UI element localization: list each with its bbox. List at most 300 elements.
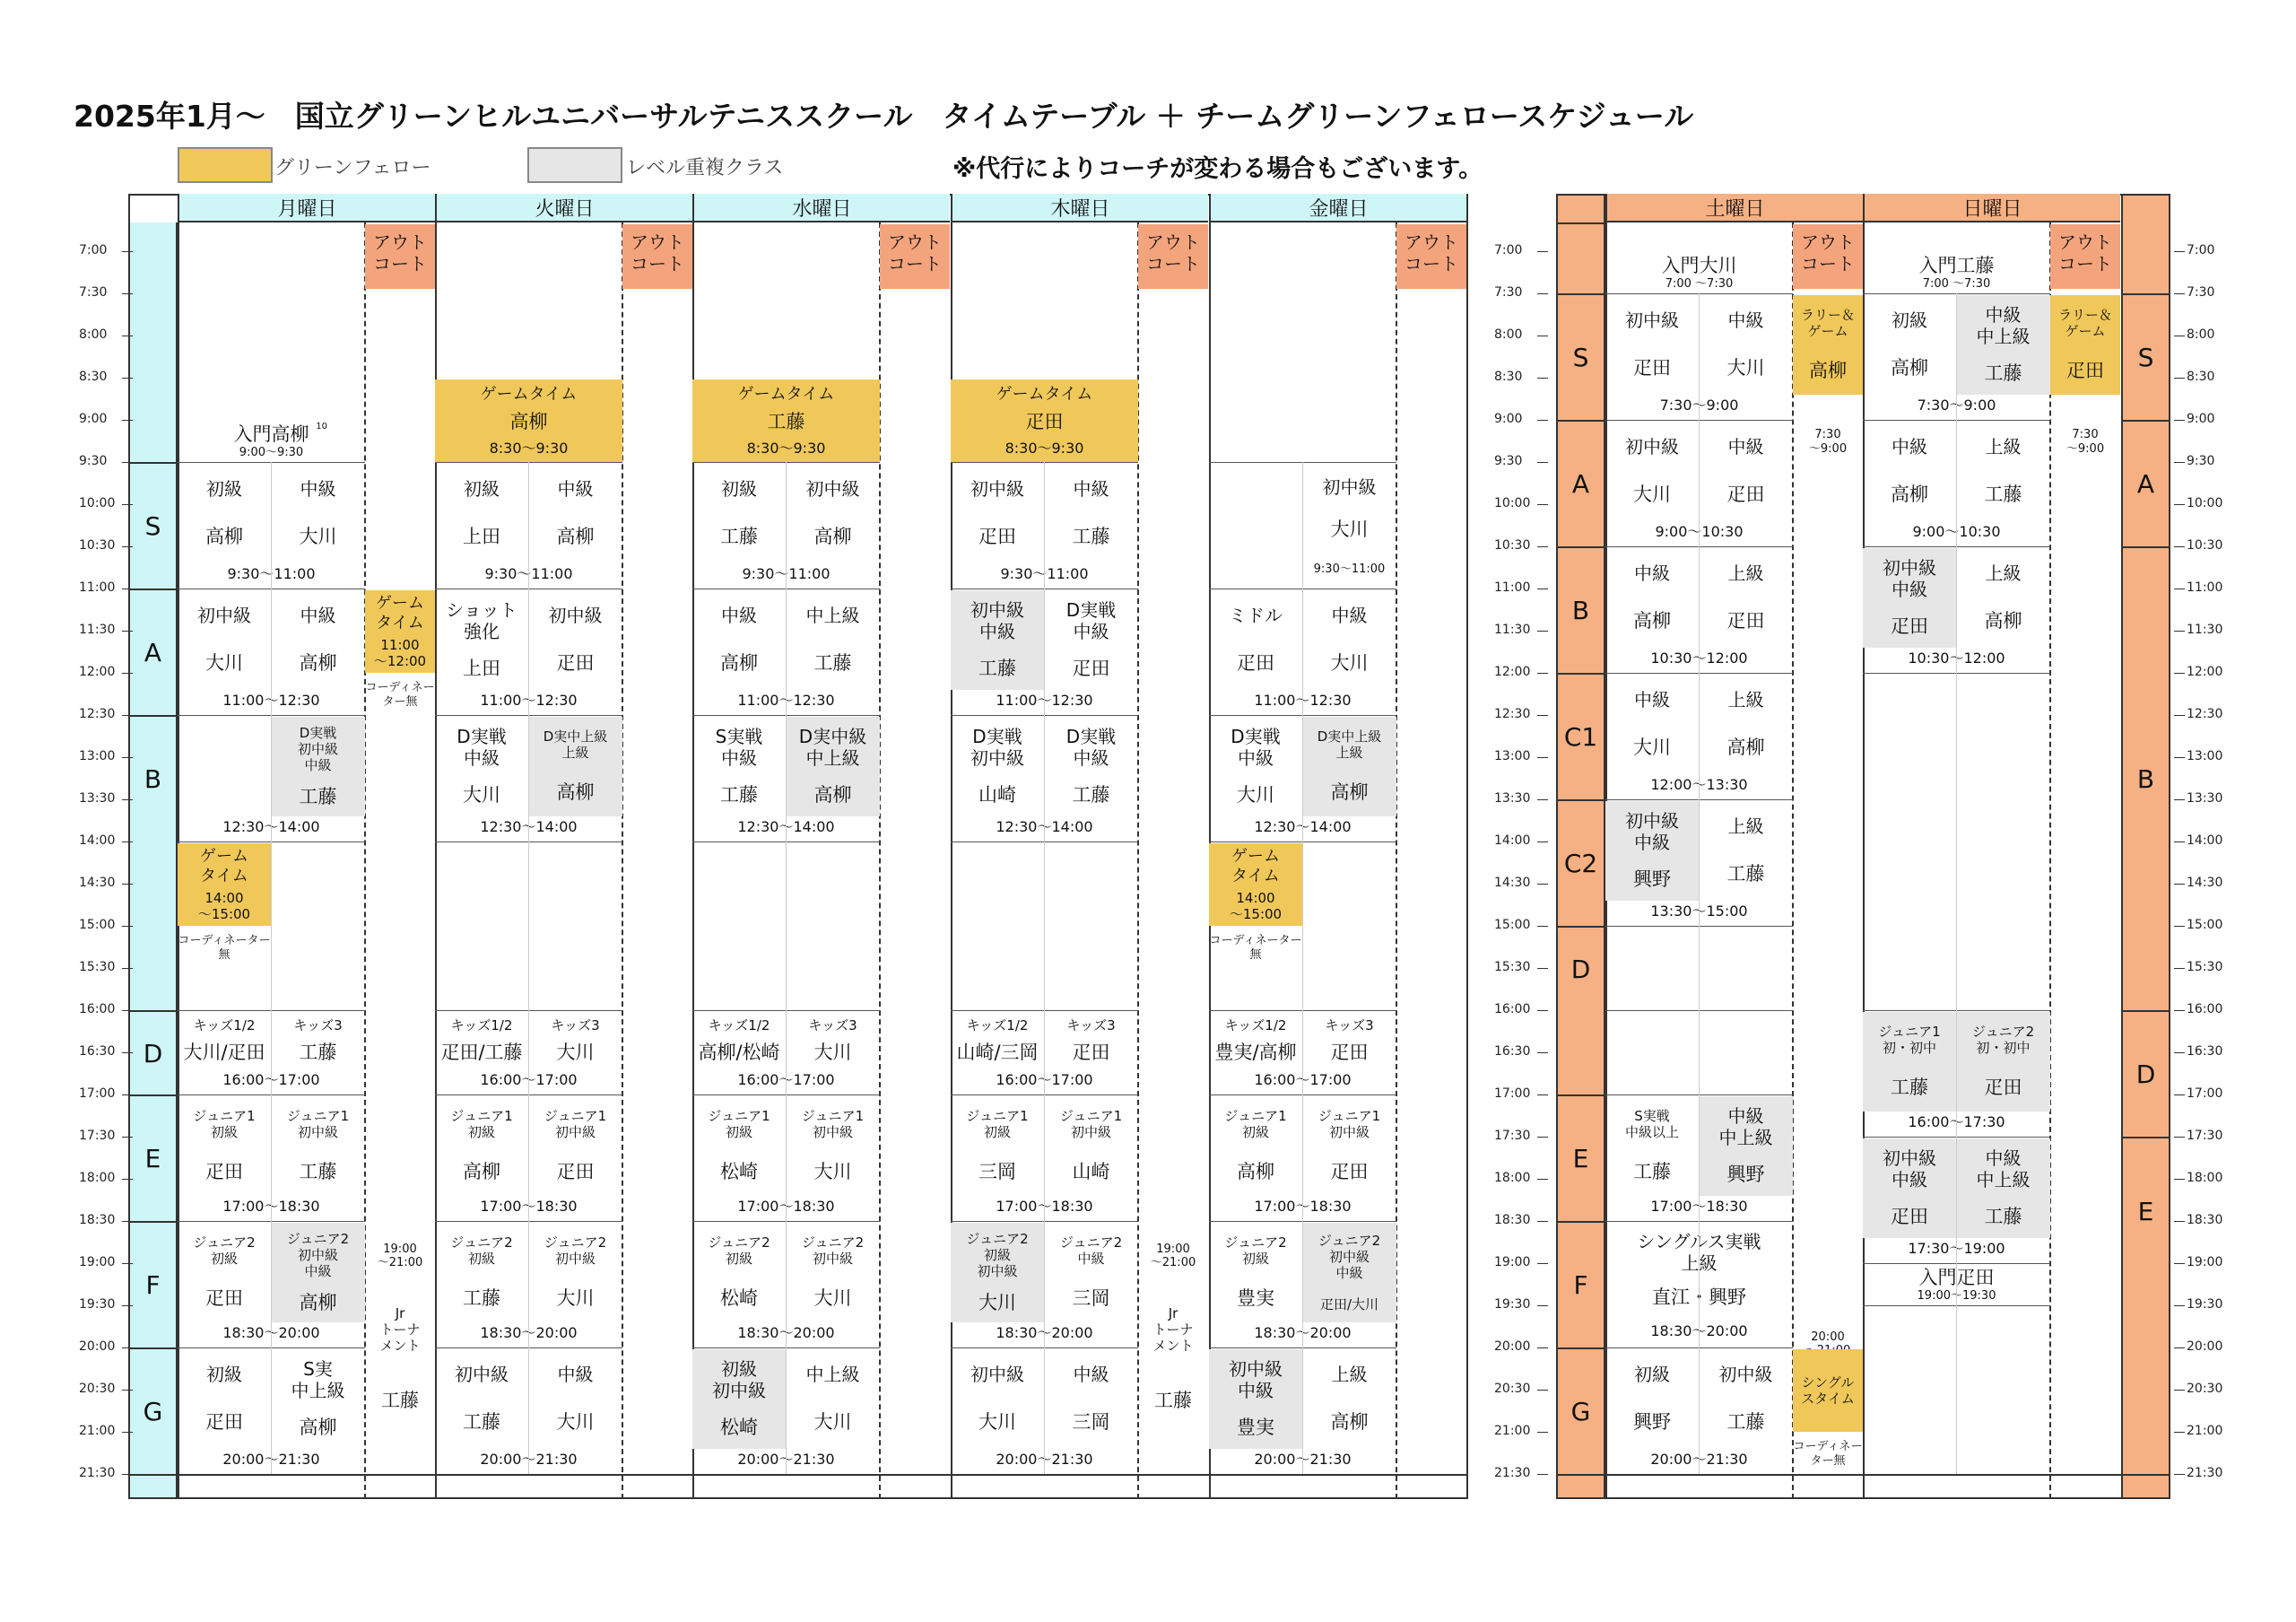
- time-axis-center-26: 20:00: [1494, 1339, 1531, 1354]
- class-cell-81[interactable]: [1044, 1012, 1138, 1069]
- class-time-73: 9:30～11:00: [1000, 565, 1089, 582]
- time-axis-left-13: 13:30: [79, 791, 116, 806]
- class-cell-93[interactable]: [1302, 464, 1396, 589]
- class-cell-text: 工藤: [1726, 1411, 1765, 1434]
- class-cell-150[interactable]: [1956, 548, 2050, 648]
- class-cell-152[interactable]: [1863, 1012, 1956, 1112]
- outcourt-label-1: アウト コート: [622, 224, 692, 289]
- class-cell-27[interactable]: [435, 464, 528, 563]
- class-cell-17[interactable]: [178, 1223, 271, 1322]
- class-cell-text: ジュニア2 初級: [450, 1234, 513, 1268]
- class-cell-138[interactable]: [1793, 422, 1863, 462]
- class-cell-text: 高柳: [1726, 737, 1765, 759]
- class-cell-139[interactable]: [1793, 1329, 1863, 1348]
- class-cell-49[interactable]: [692, 464, 786, 563]
- class-cell-20[interactable]: [178, 1349, 271, 1449]
- class-cell-text: D実戦 中級: [1065, 726, 1117, 770]
- class-time-99: 12:30～14:00: [1254, 818, 1352, 835]
- class-cell-text: D実戦 初中級: [970, 726, 1024, 770]
- class-cell-67[interactable]: [692, 1349, 786, 1449]
- class-cell-156[interactable]: [1956, 1138, 2050, 1238]
- class-cell-text: 19:00 ～21:00: [1150, 1242, 1196, 1270]
- class-cell-text: 中級 中上級: [1976, 1147, 2031, 1191]
- time-axis-left-6: 10:00: [79, 496, 116, 510]
- time-axis-right-5: 9:30: [2187, 454, 2215, 468]
- class-cell-text: 初中級 中級: [1229, 1358, 1283, 1402]
- class-cell-80[interactable]: [951, 1012, 1044, 1069]
- class-cell-text: キッズ1/2: [450, 1017, 513, 1034]
- class-cell-text: 中級: [1331, 605, 1368, 627]
- class-cell-text: 7:00 ～7:30: [1922, 277, 1991, 292]
- class-time-22: 20:00～21:30: [222, 1451, 320, 1468]
- time-axis-left-tick-0: [122, 251, 133, 252]
- class-cell-text: 中級: [1892, 436, 1927, 458]
- class-cell-31[interactable]: [528, 590, 622, 690]
- class-cell-121[interactable]: [1605, 548, 1699, 648]
- class-cell-text: 19:00～19:30: [1917, 1289, 1996, 1304]
- time-axis-right-13: 13:30: [2187, 791, 2223, 806]
- page-title: 2025年1月～ 国立グリーンヒルユニバーサルテニススクール タイムテーブル ＋ チームグリーンフェロースケジュール: [74, 99, 1694, 134]
- time-axis-center-tick-16: [1537, 926, 1548, 927]
- inner-divider-1: [528, 462, 529, 1474]
- class-cell-87[interactable]: [1044, 1223, 1138, 1322]
- class-cell-98[interactable]: [1302, 717, 1396, 816]
- time-axis-center-tick-29: [1537, 1474, 1548, 1475]
- class-cell-text: 高柳: [463, 1161, 500, 1183]
- class-cell-text: キッズ3: [808, 1017, 857, 1034]
- class-cell-86[interactable]: [951, 1223, 1044, 1322]
- class-cell-10[interactable]: [178, 928, 271, 968]
- class-cell-33[interactable]: [435, 717, 528, 816]
- class-time-88: 18:30～20:00: [996, 1324, 1093, 1341]
- weekday-period-0: S: [130, 462, 176, 589]
- class-cell-130[interactable]: [1605, 1096, 1699, 1196]
- class-cell-text: ゲームタイム: [996, 384, 1093, 404]
- class-cell-text: D実中級 中上級: [798, 726, 867, 770]
- time-axis-left-15: 14:30: [79, 876, 116, 890]
- class-time-35: 12:30～14:00: [480, 818, 578, 835]
- class-cell-text: D実戦 中級: [1065, 599, 1117, 643]
- class-cell-23[interactable]: [365, 590, 435, 673]
- time-axis-center-21: 17:30: [1494, 1129, 1531, 1143]
- time-axis-center-tick-0: [1537, 251, 1548, 252]
- time-axis-center-10: 12:00: [1494, 665, 1531, 679]
- class-cell-75[interactable]: [1044, 590, 1138, 690]
- time-axis-center-tick-26: [1537, 1347, 1548, 1348]
- class-cell-text: 初中級: [197, 605, 251, 627]
- class-cell-37[interactable]: [528, 1012, 622, 1069]
- class-time-96: 11:00～12:30: [1254, 692, 1352, 709]
- class-time-91: 20:00～21:30: [996, 1451, 1093, 1468]
- class-cell-46[interactable]: [528, 1349, 622, 1449]
- time-axis-right-tick-4: [2174, 420, 2185, 421]
- sat-period-1: A: [1558, 420, 1604, 546]
- class-cell-text: 中級: [1634, 689, 1670, 711]
- time-axis-left-16: 15:00: [79, 918, 116, 932]
- class-cell-68[interactable]: [786, 1349, 880, 1449]
- time-axis-left-tick-17: [122, 968, 133, 969]
- sat-period-3: C1: [1558, 673, 1604, 799]
- class-cell-text: 初中級 中級: [1883, 557, 1936, 601]
- time-axis-center-29: 21:30: [1494, 1466, 1531, 1480]
- class-cell-text: 初中級: [1625, 310, 1679, 332]
- class-cell-50[interactable]: [786, 464, 880, 563]
- class-cell-text: 三岡: [1072, 1287, 1110, 1310]
- time-axis-center-tick-24: [1537, 1263, 1548, 1264]
- time-axis-right-28: 21:00: [2187, 1424, 2223, 1438]
- class-cell-71[interactable]: [951, 464, 1044, 563]
- inner-divider-2: [786, 462, 787, 1474]
- class-cell-text: 疋田: [205, 1411, 243, 1434]
- class-cell-text: キッズ3: [1325, 1017, 1374, 1034]
- inner-divider-0: [271, 462, 272, 1474]
- class-cell-15[interactable]: [271, 1096, 365, 1196]
- class-time-117: 7:30～9:00: [1659, 397, 1739, 414]
- sat-period-tail-0: E: [1558, 1094, 1604, 1221]
- class-cell-48[interactable]: [692, 379, 880, 462]
- class-cell-89[interactable]: [951, 1349, 1044, 1449]
- day-header-1: 火曜日: [435, 194, 692, 222]
- legend-label-overlap: レベル重複クラス: [626, 157, 784, 179]
- class-cell-9[interactable]: [178, 843, 271, 926]
- class-cell-text: ジュニア2 初級: [708, 1234, 770, 1268]
- time-axis-right-tick-29: [2174, 1474, 2185, 1475]
- time-axis-right-0: 7:00: [2187, 243, 2215, 257]
- class-cell-text: ジュニア2 初中級: [544, 1234, 607, 1268]
- time-axis-left-17: 15:30: [79, 960, 116, 974]
- class-cell-127[interactable]: [1605, 801, 1699, 901]
- class-cell-109[interactable]: [1302, 1223, 1396, 1322]
- class-cell-70[interactable]: [951, 379, 1138, 462]
- class-cell-53[interactable]: [786, 590, 880, 690]
- time-axis-center-tick-4: [1537, 420, 1548, 421]
- class-cell-21[interactable]: [271, 1349, 365, 1449]
- class-cell-text: 中級: [721, 605, 757, 627]
- class-cell-text: 入門疋田: [1918, 1267, 1995, 1289]
- class-cell-95[interactable]: [1302, 590, 1396, 690]
- time-axis-center-tick-12: [1537, 757, 1548, 758]
- class-cell-text: 豊実/高柳: [1214, 1041, 1297, 1063]
- class-time-154: 16:00～17:30: [1908, 1113, 2005, 1130]
- class-cell-65[interactable]: [786, 1223, 880, 1322]
- class-cell-text: 工藤: [1072, 526, 1110, 548]
- class-cell-105[interactable]: [1209, 1096, 1302, 1196]
- class-cell-100[interactable]: [1209, 843, 1302, 926]
- class-cell-text: 14:00 ～15:00: [1229, 889, 1283, 922]
- class-cell-40[interactable]: [528, 1096, 622, 1196]
- class-cell-74[interactable]: [951, 590, 1044, 690]
- class-cell-text: 疋田: [1891, 615, 1928, 638]
- class-cell-26[interactable]: [435, 379, 622, 462]
- class-cell-94[interactable]: [1209, 590, 1302, 690]
- legend-label-green-fellow: グリーンフェロー: [274, 157, 431, 179]
- class-cell-text: コーディネーター 無: [1209, 933, 1302, 962]
- class-cell-62[interactable]: [786, 1096, 880, 1196]
- class-cell-text: 初中級 中級: [1625, 810, 1679, 854]
- class-cell-text: 大川: [978, 1411, 1016, 1434]
- time-axis-center-tick-9: [1537, 631, 1548, 632]
- time-axis-left-1: 7:30: [79, 285, 108, 300]
- class-cell-text: 松崎: [720, 1417, 758, 1439]
- class-cell-text: 興野: [1633, 868, 1671, 891]
- class-cell-text: 中級: [557, 1364, 594, 1386]
- class-cell-114[interactable]: [1605, 253, 1793, 293]
- class-time-57: 12:30～14:00: [737, 818, 835, 835]
- class-cell-text: ジュニア1 初級: [193, 1108, 256, 1141]
- inner-divider-6: [1956, 293, 1957, 1474]
- time-axis-right-tick-22: [2174, 1179, 2185, 1180]
- time-axis-center-7: 10:30: [1494, 538, 1531, 553]
- class-cell-text: 初級: [1634, 1364, 1670, 1386]
- class-time-60: 16:00～17:00: [737, 1071, 835, 1088]
- class-cell-147[interactable]: [1956, 422, 2050, 521]
- class-cell-159[interactable]: [2050, 295, 2120, 395]
- class-cell-84[interactable]: [1044, 1096, 1138, 1196]
- class-cell-text: 大川: [813, 1287, 852, 1310]
- sat-period-tail-2: G: [1558, 1347, 1604, 1474]
- time-axis-right-12: 13:00: [2187, 749, 2223, 763]
- class-cell-61[interactable]: [692, 1096, 786, 1196]
- class-cell-text: ジュニア1 初級: [708, 1108, 770, 1141]
- class-cell-135[interactable]: [1699, 1349, 1793, 1449]
- time-axis-center-16: 15:00: [1494, 918, 1531, 932]
- class-cell-64[interactable]: [692, 1223, 786, 1322]
- time-axis-center-13: 13:30: [1494, 791, 1531, 806]
- time-axis-left-26: 20:00: [79, 1339, 116, 1354]
- time-axis-right-tick-20: [2174, 1094, 2185, 1095]
- class-cell-text: D実戦 中級: [1231, 726, 1281, 770]
- time-axis-right-tick-26: [2174, 1347, 2185, 1348]
- class-cell-77[interactable]: [951, 717, 1044, 816]
- class-cell-83[interactable]: [951, 1096, 1044, 1196]
- weekday-period-1: A: [130, 589, 176, 715]
- class-cell-text: 高柳: [813, 784, 852, 807]
- class-cell-55[interactable]: [692, 717, 786, 816]
- class-time-19: 18:30～20:00: [222, 1324, 320, 1341]
- class-cell-14[interactable]: [178, 1096, 271, 1196]
- class-cell-142[interactable]: [1863, 253, 2050, 293]
- class-cell-text: S実戦 中級: [715, 726, 763, 770]
- time-axis-right-tick-10: [2174, 673, 2185, 674]
- class-cell-18[interactable]: [271, 1223, 365, 1322]
- class-cell-text: 19:00 ～21:00: [377, 1242, 423, 1270]
- class-cell-text: 工藤: [463, 1287, 500, 1310]
- class-time-13: 16:00～17:00: [222, 1071, 320, 1088]
- class-cell-78[interactable]: [1044, 717, 1138, 816]
- class-time-3: 9:30～11:00: [227, 565, 316, 582]
- class-cell-text: 上級: [1331, 1364, 1368, 1386]
- class-cell-text: 工藤: [1984, 362, 2022, 385]
- class-cell-131[interactable]: [1699, 1096, 1793, 1196]
- class-cell-12[interactable]: [271, 1012, 365, 1069]
- time-axis-center-18: 16:00: [1494, 1002, 1531, 1016]
- time-axis-left-9: 11:30: [79, 623, 116, 637]
- time-axis-center-28: 21:00: [1494, 1424, 1531, 1438]
- class-cell-106[interactable]: [1302, 1096, 1396, 1196]
- class-cell-134[interactable]: [1605, 1349, 1699, 1449]
- class-cell-143[interactable]: [1863, 295, 1956, 395]
- class-cell-36[interactable]: [435, 1012, 528, 1069]
- class-time-129: 13:30～15:00: [1650, 903, 1748, 920]
- time-axis-right-tick-23: [2174, 1221, 2185, 1222]
- class-cell-text: ゲーム タイム: [376, 594, 424, 632]
- class-cell-text: 大川: [463, 784, 500, 807]
- class-cell-text: 大川: [556, 1287, 595, 1310]
- class-cell-155[interactable]: [1863, 1138, 1956, 1238]
- class-cell-text: 中級: [1073, 478, 1109, 501]
- class-cell-text: 疋田: [1891, 1206, 1928, 1228]
- class-cell-4[interactable]: [178, 590, 271, 690]
- class-cell-text: ジュニア2 初級 初中級: [966, 1230, 1029, 1279]
- class-cell-1[interactable]: [178, 464, 271, 563]
- class-cell-128[interactable]: [1699, 801, 1793, 901]
- class-cell-59[interactable]: [786, 1012, 880, 1069]
- time-axis-right-14: 14:00: [2187, 833, 2223, 848]
- class-time-44: 18:30～20:00: [480, 1324, 578, 1341]
- class-cell-7[interactable]: [271, 717, 365, 816]
- class-cell-text: 初中級: [455, 1364, 509, 1386]
- class-cell-text: 大川: [1330, 652, 1369, 675]
- class-cell-text: S実戦 中級以上: [1624, 1108, 1679, 1141]
- class-cell-text: 入門工藤: [1918, 255, 1995, 277]
- sun-period-4: E: [2123, 1137, 2169, 1285]
- class-cell-text: 初級 初中級: [712, 1358, 766, 1402]
- day-header-2: 水曜日: [692, 194, 950, 222]
- class-cell-25[interactable]: [365, 1223, 435, 1432]
- class-cell-111[interactable]: [1209, 1349, 1302, 1449]
- sun-period-3: D: [2123, 1010, 2169, 1137]
- class-cell-118[interactable]: [1605, 422, 1699, 521]
- class-cell-97[interactable]: [1209, 717, 1302, 816]
- weekday-period-6: G: [130, 1347, 176, 1474]
- class-cell-text: ラリー＆ ゲーム: [1800, 307, 1855, 340]
- class-cell-146[interactable]: [1863, 422, 1956, 521]
- time-axis-right-tick-28: [2174, 1432, 2185, 1433]
- class-cell-24[interactable]: [365, 675, 435, 715]
- time-axis-left-28: 21:00: [79, 1424, 116, 1438]
- time-axis-center-25: 19:30: [1494, 1297, 1531, 1312]
- time-axis-center-tick-15: [1537, 884, 1548, 885]
- class-cell-text: D実戦 中級: [457, 726, 507, 770]
- class-cell-116[interactable]: [1699, 295, 1793, 395]
- class-cell-text: 上級: [1727, 815, 1764, 838]
- class-cell-text: ジュニア1 初級: [450, 1108, 513, 1141]
- class-cell-text: 上級: [1727, 562, 1764, 585]
- class-cell-text: 疋田/大川: [1319, 1296, 1379, 1313]
- class-cell-5[interactable]: [271, 590, 365, 690]
- class-cell-0[interactable]: [178, 422, 365, 462]
- class-cell-text: 山崎: [978, 784, 1016, 807]
- class-cell-text: 疋田: [556, 652, 595, 675]
- class-cell-text: ジュニア2 初中級 中級: [286, 1230, 350, 1279]
- class-cell-112[interactable]: [1302, 1349, 1396, 1449]
- class-cell-text: 高柳: [509, 410, 548, 432]
- class-cell-115[interactable]: [1605, 295, 1699, 395]
- class-cell-text: 高柳: [1330, 1411, 1369, 1434]
- class-cell-125[interactable]: [1699, 675, 1793, 774]
- class-time-16: 17:00～18:30: [222, 1198, 320, 1215]
- class-cell-text: 中級 中上級: [1718, 1105, 1773, 1149]
- class-cell-144[interactable]: [1956, 295, 2050, 395]
- time-axis-right-tick-9: [2174, 631, 2185, 632]
- class-cell-text: 高柳: [299, 1291, 337, 1313]
- class-time-104: 16:00～17:00: [1254, 1071, 1352, 1088]
- class-cell-text: 7:30 ～9:00: [1808, 427, 1848, 456]
- class-cell-92[interactable]: [1138, 1223, 1208, 1432]
- class-cell-text: ジュニア2 中級: [1059, 1234, 1123, 1268]
- time-axis-center-20: 17:00: [1494, 1086, 1531, 1101]
- class-cell-124[interactable]: [1605, 675, 1699, 774]
- class-cell-153[interactable]: [1956, 1012, 2050, 1112]
- class-cell-122[interactable]: [1699, 548, 1793, 648]
- class-time-136: 20:00～21:30: [1650, 1451, 1748, 1468]
- class-cell-43[interactable]: [528, 1223, 622, 1322]
- class-cell-text: S実 中上級: [291, 1358, 345, 1402]
- time-axis-right-26: 20:00: [2187, 1339, 2223, 1354]
- class-cell-39[interactable]: [435, 1096, 528, 1196]
- class-cell-90[interactable]: [1044, 1349, 1138, 1449]
- class-cell-2[interactable]: [271, 464, 365, 563]
- time-axis-left-10: 12:00: [79, 665, 116, 679]
- class-cell-45[interactable]: [435, 1349, 528, 1449]
- time-axis-center-tick-3: [1537, 378, 1548, 379]
- class-cell-text: コーディネーター 無: [178, 933, 271, 962]
- time-axis-left-4: 9:00: [79, 412, 108, 426]
- class-cell-text: 工藤: [1154, 1390, 1192, 1412]
- class-cell-108[interactable]: [1209, 1223, 1302, 1322]
- class-cell-text: 8:30～9:30: [1004, 440, 1084, 458]
- class-cell-52[interactable]: [692, 590, 786, 690]
- class-cell-text: ジュニア1 初級: [966, 1108, 1029, 1141]
- class-cell-text: 大川: [813, 1161, 852, 1183]
- class-cell-text: 直江・興野: [1652, 1286, 1746, 1309]
- class-cell-text: 疋田: [556, 1161, 595, 1183]
- legend-swatch-green-fellow: [178, 147, 273, 183]
- class-cell-text: 中級: [1727, 310, 1764, 332]
- class-cell-58[interactable]: [692, 1012, 786, 1069]
- class-cell-28[interactable]: [528, 464, 622, 563]
- class-cell-text: 高柳: [720, 652, 758, 675]
- sun-period-2: B: [2123, 546, 2169, 1010]
- class-cell-42[interactable]: [435, 1223, 528, 1322]
- class-cell-11[interactable]: [178, 1012, 271, 1069]
- outcourt-label-2: アウト コート: [880, 224, 950, 289]
- time-axis-right-17: 15:30: [2187, 960, 2223, 974]
- class-cell-160[interactable]: [2050, 422, 2120, 462]
- time-axis-center-tick-27: [1537, 1390, 1548, 1391]
- class-cell-text: 上田: [463, 658, 500, 680]
- class-cell-141[interactable]: [1793, 1434, 1863, 1474]
- time-axis-right-tick-0: [2174, 251, 2185, 252]
- class-cell-text: 工藤: [299, 1041, 337, 1063]
- class-cell-103[interactable]: [1302, 1012, 1396, 1069]
- weekday-period-2: B: [130, 715, 176, 842]
- class-cell-137[interactable]: [1793, 295, 1863, 395]
- class-cell-149[interactable]: [1863, 548, 1956, 648]
- class-cell-30[interactable]: [435, 590, 528, 690]
- class-cell-text: 8:30～9:30: [489, 440, 569, 458]
- class-cell-34[interactable]: [528, 717, 622, 816]
- class-cell-72[interactable]: [1044, 464, 1138, 563]
- class-cell-101[interactable]: [1209, 928, 1302, 968]
- class-cell-102[interactable]: [1209, 1012, 1302, 1069]
- class-cell-140[interactable]: [1793, 1349, 1863, 1432]
- time-axis-center-tick-17: [1537, 968, 1548, 969]
- time-axis-right-7: 10:30: [2187, 538, 2223, 553]
- class-cell-119[interactable]: [1699, 422, 1793, 521]
- time-axis-left-tick-4: [122, 420, 133, 421]
- class-cell-56[interactable]: [786, 717, 880, 816]
